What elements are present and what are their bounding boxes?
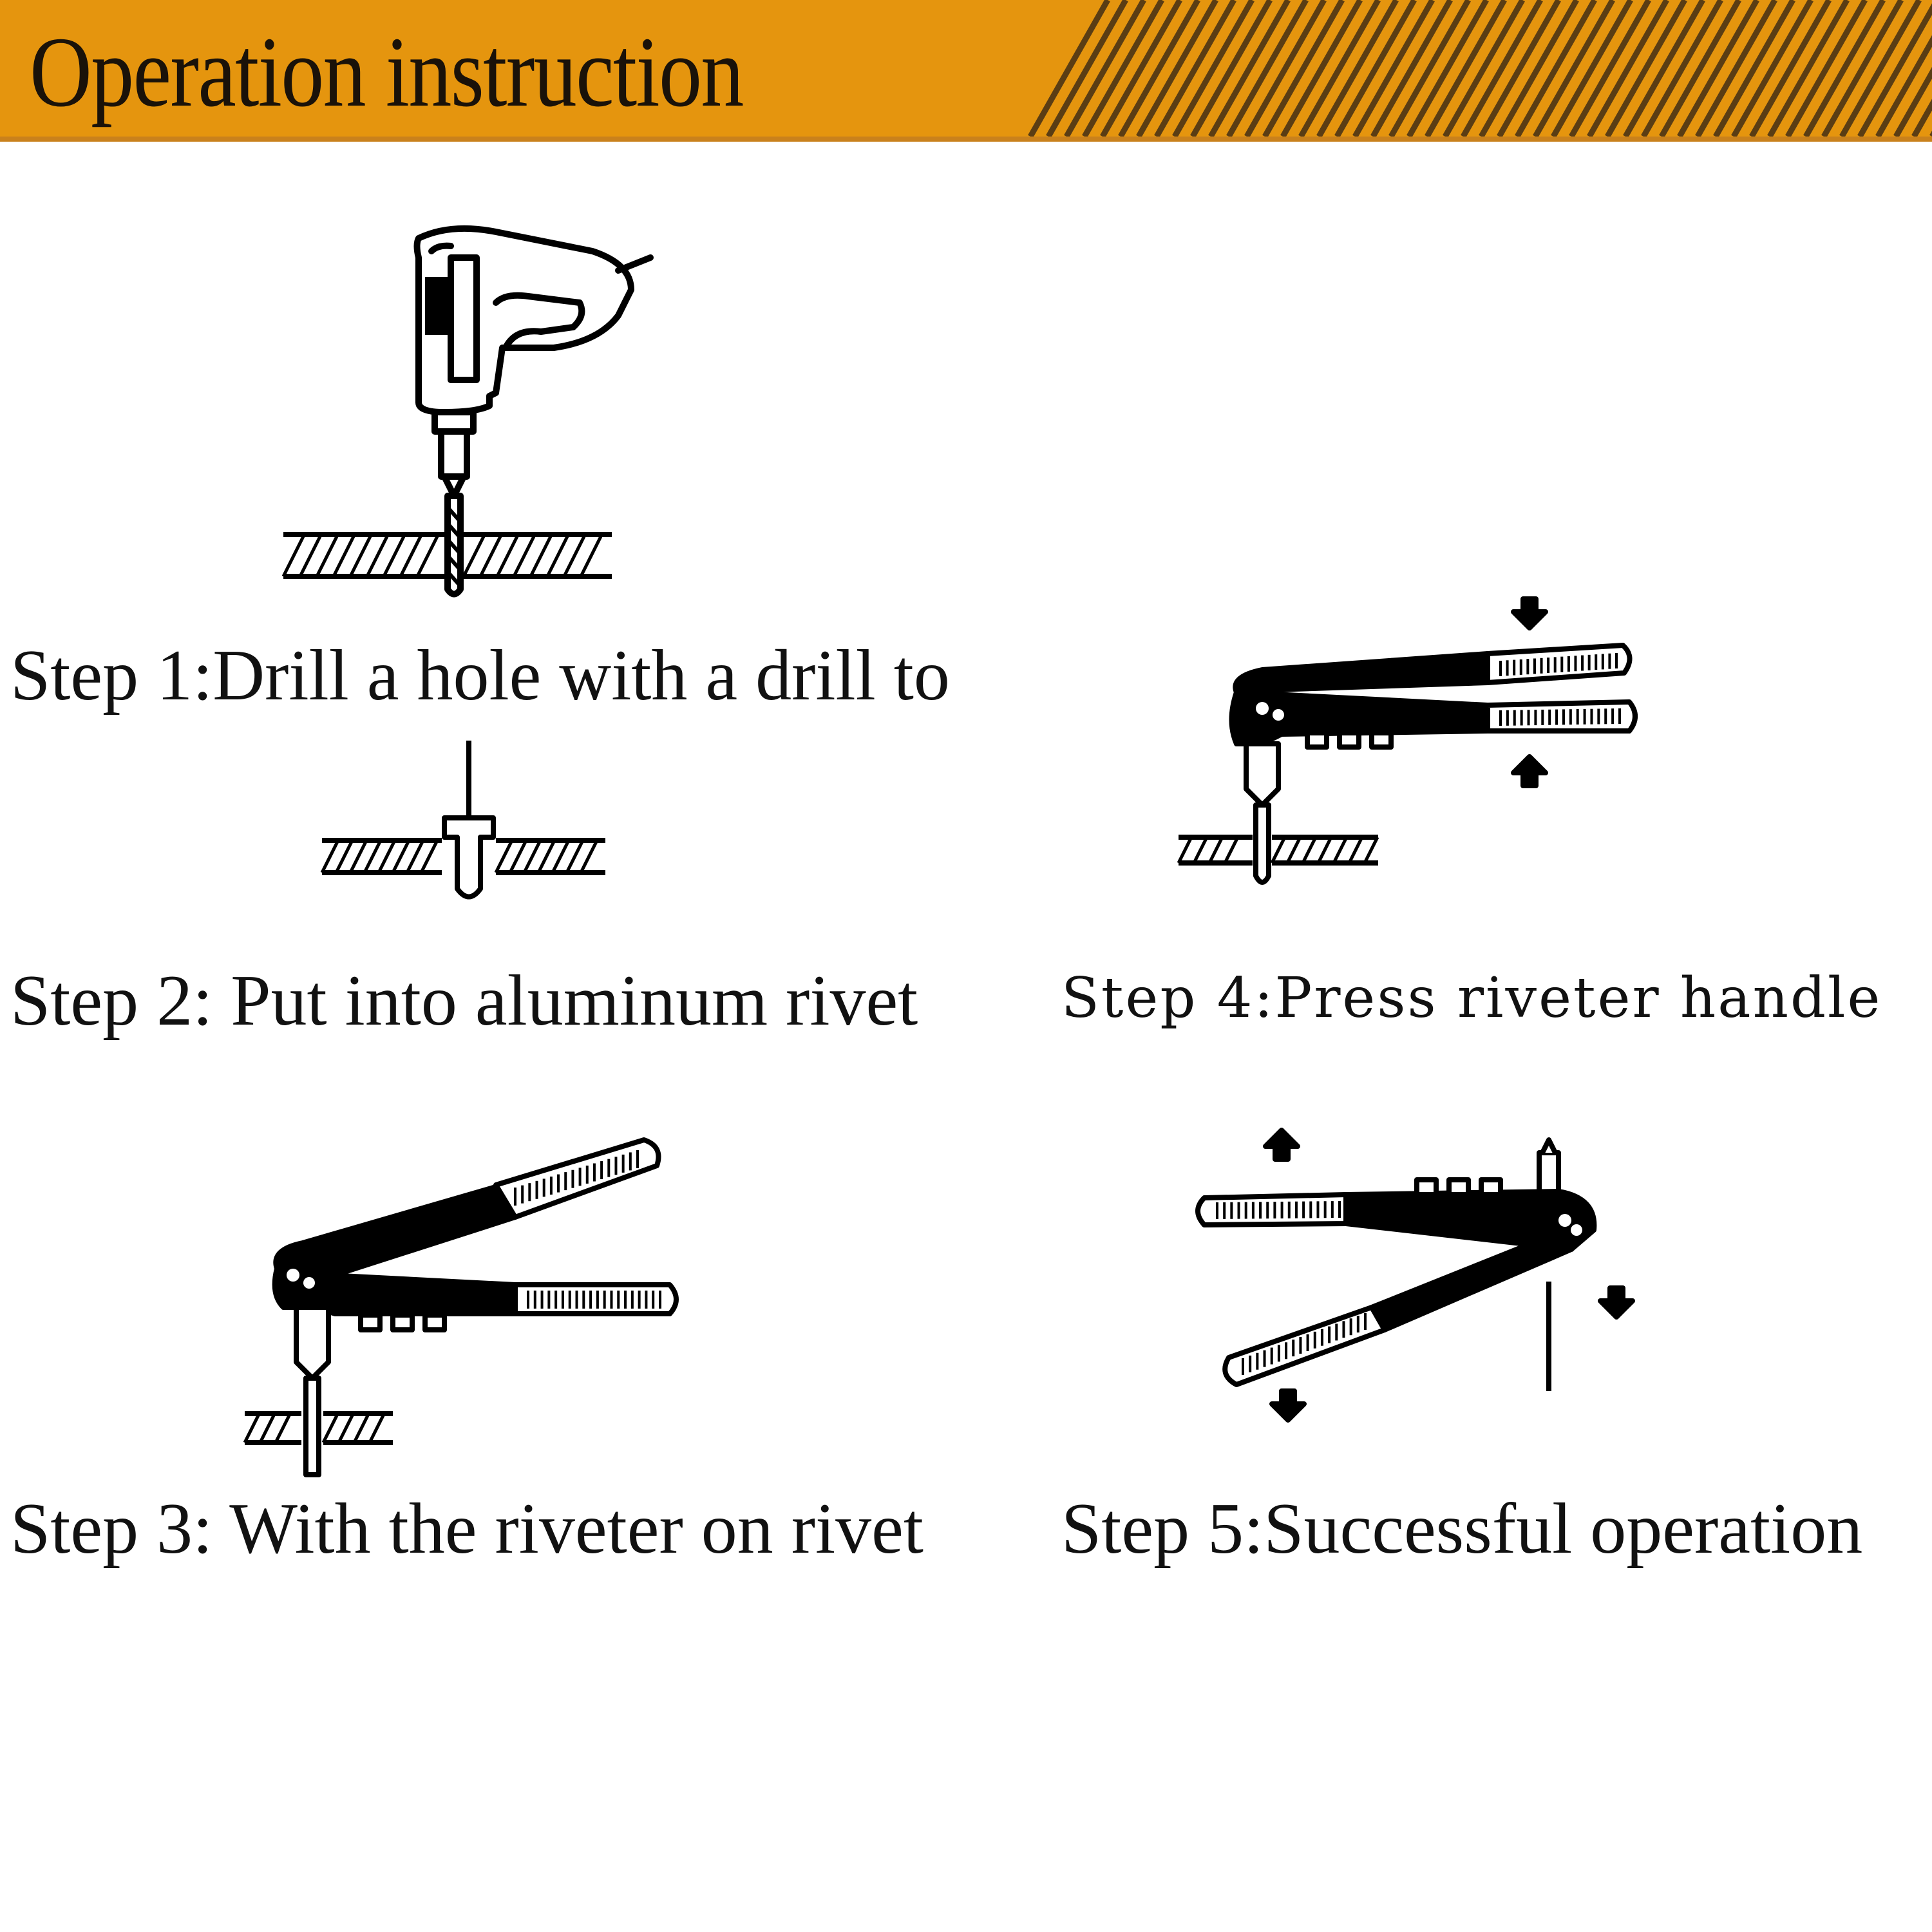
step-2-caption: Step 2: Put into aluminum rivet <box>10 961 918 1041</box>
header-stripes <box>0 0 1932 137</box>
riveter-release-icon <box>1172 1101 1662 1436</box>
riveter-press-icon <box>1166 592 1668 914</box>
rivet-in-plate-icon <box>316 734 612 927</box>
page-title: Operation instruction <box>30 16 743 128</box>
header-banner <box>0 0 1932 137</box>
step-1-caption: Step 1:Drill a hole with a drill to <box>10 636 950 715</box>
step-4-caption: Step 4:Press riveter handle <box>1061 966 1882 1030</box>
step-5-caption: Step 5:Successful operation <box>1061 1489 1863 1569</box>
riveter-open-icon <box>232 1114 696 1475</box>
step-3-caption: Step 3: With the riveter on rivet <box>10 1489 923 1569</box>
drill-icon <box>283 219 657 605</box>
header-underline <box>0 137 1932 142</box>
